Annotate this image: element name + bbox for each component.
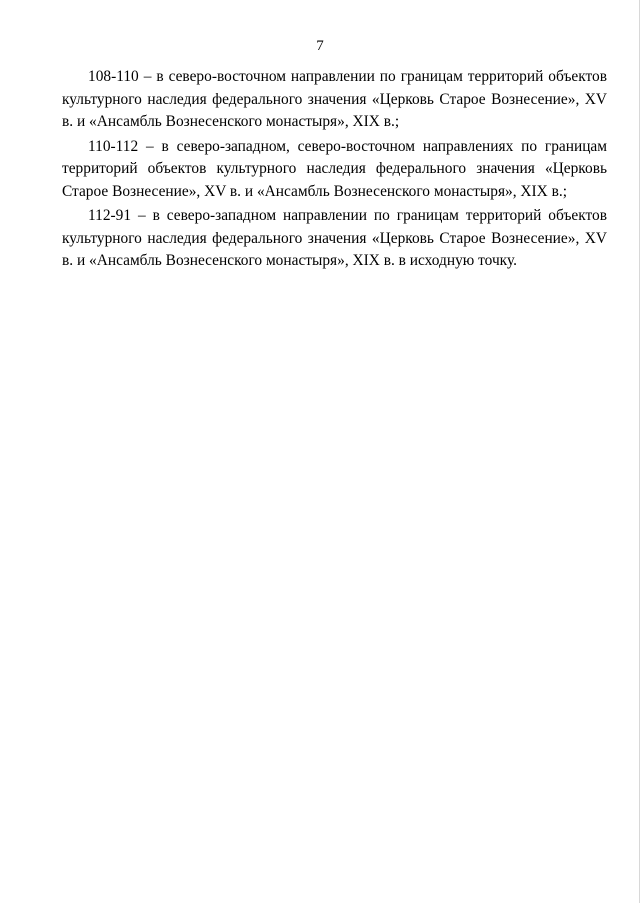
boundary-segment-110-112: 110-112 – в северо-западном, северо-восточном направлениях по границам территорий объектов культурного наследия федерального значения «Церковь Старое Вознесение», XV в. и «Ансамбль Вознесенского монастыря», XIX в.; — [62, 137, 607, 200]
document-body — [62, 66, 607, 275]
page-number: 7 — [316, 38, 324, 54]
boundary-segment-108-110: 108-110 – в северо-восточном направлении по границам территорий объектов культурного наследия федерального значения «Церковь Старое Вознесение», XV в. и «Ансамбль Вознесенского монастыря», XIX в.; — [62, 68, 607, 130]
boundary-segment-112-91: 112-91 – в северо-западном направлении по границам территорий объектов культурного наследия федерального значения «Церковь Старое Вознесение», XV в. и «Ансамбль Вознесенского монастыря», XIX в. в исходную точку. — [62, 207, 607, 269]
